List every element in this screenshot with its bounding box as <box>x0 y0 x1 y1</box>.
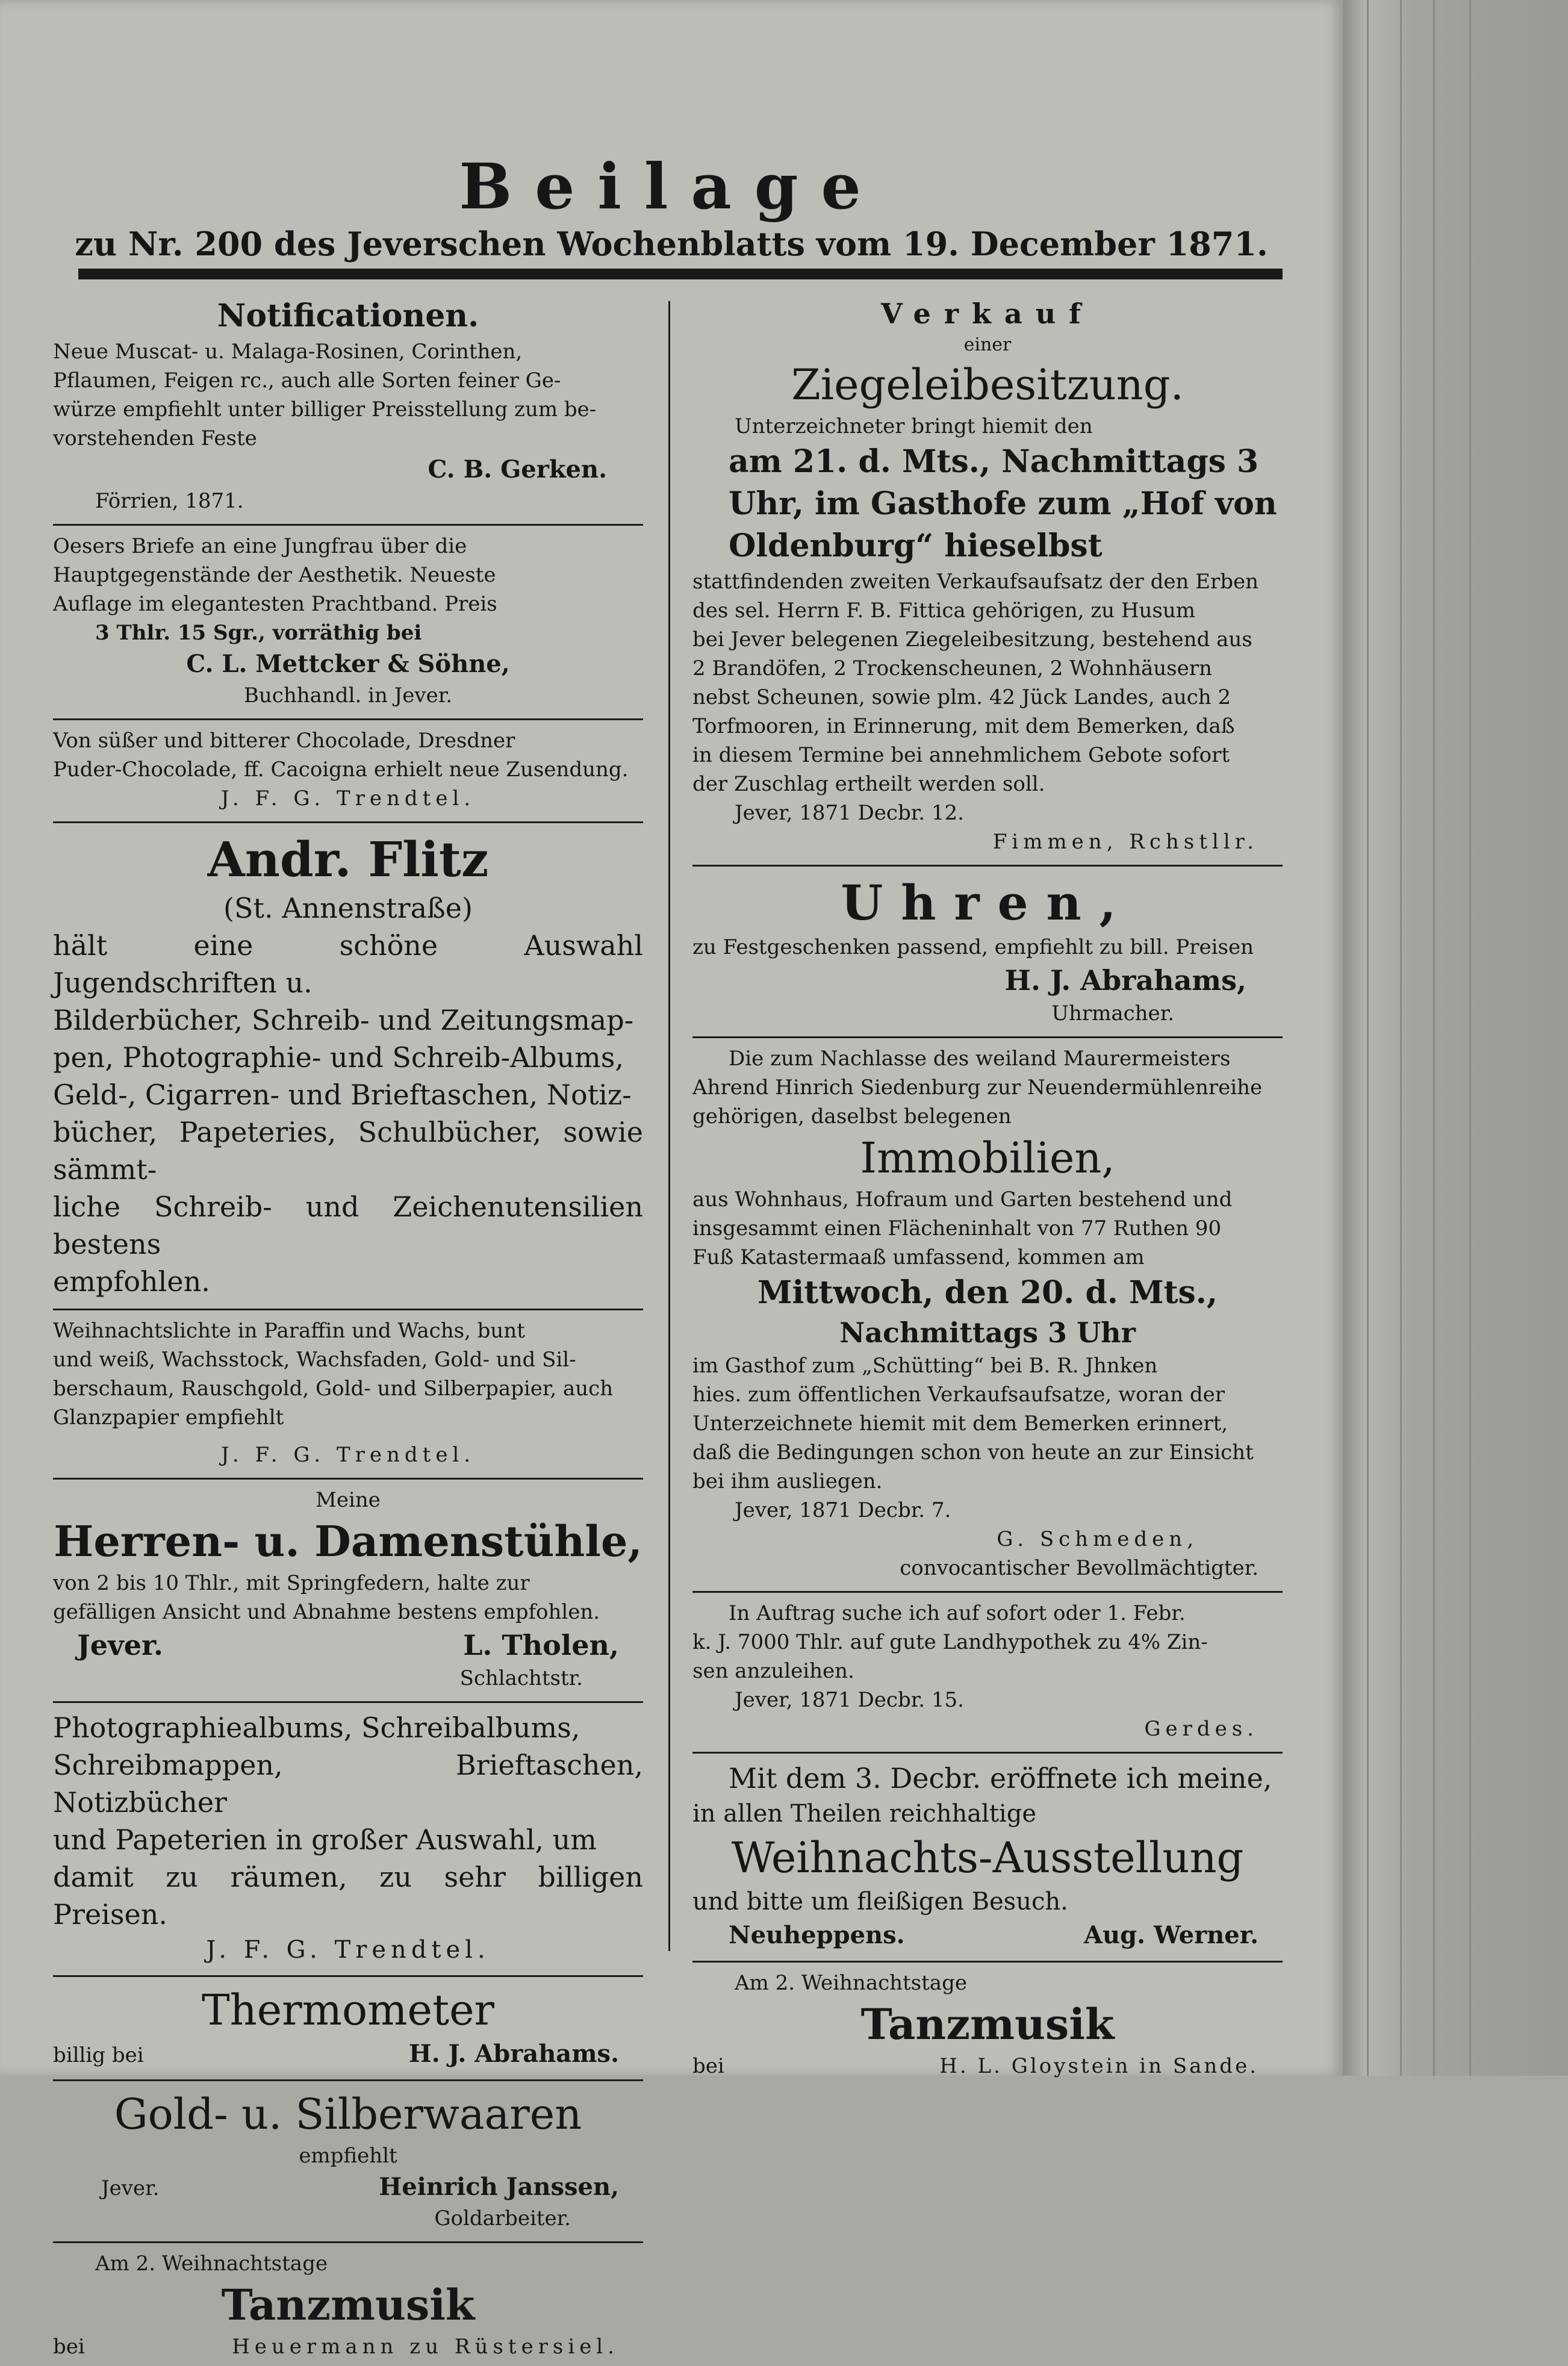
page-edge-line <box>1367 0 1369 2076</box>
ad-signature: G. Schmeden, <box>997 1527 1198 1551</box>
right-column <box>692 293 1283 2085</box>
ad-line: hies. zum öffentlichen Verkaufsaufsatze, woran der <box>692 1383 1225 1407</box>
ad-big-line: Oldenburg“ hieselbst <box>729 528 1103 564</box>
ad-separator <box>53 2241 643 2243</box>
column-rule <box>668 301 670 1951</box>
page-edge-line <box>1433 0 1435 2076</box>
ad-signature: H. J. Abrahams, <box>1004 964 1246 997</box>
ad-line: aus Wohnhaus, Hofraum und Garten bestehend und <box>692 1188 1233 1212</box>
ad-line: bücher, Papeteries, Schulbücher, sowie sämmt- <box>53 1116 643 1186</box>
ad-signature-sub: Goldarbeiter. <box>434 2206 571 2231</box>
ad-signature-row <box>53 2332 643 2361</box>
ad-separator <box>53 1309 643 1310</box>
ad-place: Neuheppens. <box>729 1921 905 1949</box>
ad-title: Verkauf <box>881 297 1094 330</box>
ad-pre: Am 2. Weihnachtstage <box>735 1971 967 1995</box>
ad-separator <box>692 865 1283 867</box>
ad-title: Gold- u. Silberwaaren <box>114 2090 582 2139</box>
ad-signature-sub: Schlachtstr. <box>459 1666 583 1690</box>
ad-tanzmusik-right <box>692 1966 1283 2085</box>
ad-line: stattfindenden zweiten Verkaufsaufsatz der den Erben <box>692 570 1259 594</box>
ad-line: Fuß Katastermaaß umfassend, kommen am <box>692 1245 1145 1269</box>
ad-line: Unterzeichnete hiemit mit dem Bemerken erinnert, <box>692 1412 1228 1436</box>
ad-line: Hauptgegenstände der Aesthetik. Neueste <box>53 563 496 587</box>
supplement-title: Beilage <box>459 149 884 223</box>
ad-line: gehörigen, daselbst belegenen <box>692 1104 1012 1129</box>
ad-stuehle <box>53 1483 643 1698</box>
ad-line: würze empfiehlt unter billiger Preisstellung zum be- <box>53 397 597 422</box>
ad-line: pen, Photographie- und Schreib-Albums, <box>53 1041 624 1074</box>
ad-signature-row <box>692 1919 1283 1952</box>
ad-chocolade <box>53 724 643 818</box>
ad-signature: J. F. G. Trendtel. <box>206 1936 490 1964</box>
ad-separator <box>692 1036 1283 1038</box>
ad-separator <box>53 1975 643 1977</box>
ad-separator <box>53 524 643 526</box>
ad-line: Bilderbücher, Schreib- und Zeitungsmap- <box>53 1004 634 1036</box>
ad-line: Ahrend Hinrich Siedenburg zur Neuendermühlenreihe <box>692 1076 1263 1100</box>
ad-thermometer <box>53 1981 643 2076</box>
ad-title: Tanzmusik <box>860 1999 1115 2049</box>
book-edge <box>1343 0 1568 2076</box>
ad-title: Uhren, <box>841 874 1134 931</box>
ad-line: vorstehenden Feste <box>53 426 257 450</box>
page-edge-line <box>1469 0 1471 2076</box>
ad-signature: Aug. Werner. <box>1084 1921 1258 1949</box>
ad-signature-row <box>53 2170 643 2204</box>
ad-line: bei Jever belegenen Ziegeleibesitzung, bestehend aus <box>692 627 1252 652</box>
ad-title: Tanzmusik <box>221 2280 475 2330</box>
ad-big-line: Uhr, im Gasthofe zum „Hof von <box>729 485 1277 522</box>
ad-uhren <box>692 870 1283 1033</box>
ad-line: Glanzpapier empfiehlt <box>53 1406 284 1430</box>
ad-line: Torfmooren, in Erinnerung, mit dem Bemerken, daß <box>692 714 1235 738</box>
ad-line: k. J. 7000 Thlr. auf gute Landhypothek zu 4% Zin- <box>692 1630 1208 1654</box>
ad-place: Jever. <box>101 2176 160 2200</box>
ad-line: daß die Bedingungen schon von heute an zur Einsicht <box>692 1440 1254 1465</box>
ad-line: in allen Theilen reichhaltige <box>692 1800 1036 1828</box>
ad-signature: Heinrich Janssen, <box>379 2173 619 2201</box>
ad-signature-sub: Buchhandl. in Jever. <box>243 683 453 708</box>
ad-mid: empfiehlt <box>299 2144 397 2168</box>
ad-line: liche Schreib- und Zeichenutensilien bestens <box>53 1191 643 1260</box>
ad-line: Puder-Chocolade, ff. Cacoigna erhielt neue Zusendung. <box>53 758 629 782</box>
ad-separator <box>53 1701 643 1703</box>
ad-separator <box>692 1752 1283 1754</box>
ad-signature: C. L. Mettcker & Söhne, <box>186 650 510 678</box>
ad-signature: J. F. G. Trendtel. <box>220 1443 476 1467</box>
ad-line: damit zu räumen, zu sehr billigen Preisen. <box>53 1861 643 1931</box>
ad-weihnachtsausstellung <box>692 1757 1283 1957</box>
ad-place: Jever. <box>77 1629 164 1661</box>
ad-separator <box>53 821 643 823</box>
ad-line: hält eine schöne Auswahl Jugendschriften u. <box>53 929 643 999</box>
ad-line: bei ihm ausliegen. <box>692 1469 883 1493</box>
ad-pre: Am 2. Weihnachtstage <box>95 2252 328 2276</box>
ad-line: 2 Brandöfen, 2 Trockenscheunen, 2 Wohnhäusern <box>692 656 1212 680</box>
ad-place: Förrien, 1871. <box>95 489 244 513</box>
ad-object: Ziegeleibesitzung. <box>791 360 1184 409</box>
ad-line: Mit dem 3. Decbr. eröffnete ich meine, <box>729 1762 1272 1795</box>
ad-line: der Zuschlag ertheilt werden soll. <box>692 772 1045 796</box>
ad-signature: Heuermann zu Rüstersiel. <box>232 2335 619 2359</box>
ad-big-line: Nachmittags 3 Uhr <box>839 1316 1136 1349</box>
ad-line: sen anzuleihen. <box>692 1659 854 1683</box>
ad-oeser <box>53 529 643 715</box>
ad-line: zu Festgeschenken passend, empfiehlt zu bill. Preisen <box>692 935 1254 959</box>
ad-date: Jever, 1871 Decbr. 7. <box>735 1498 951 1522</box>
ad-signature: Gerdes. <box>1144 1717 1258 1741</box>
ad-title: Herren- u. Damenstühle, <box>54 1516 642 1566</box>
ad-notifications <box>53 293 643 520</box>
ad-separator <box>53 2079 643 2081</box>
ad-line: Weihnachtslichte in Paraffin und Wachs, bunt <box>53 1319 525 1343</box>
ad-signature: H. L. Gloystein in Sande. <box>939 2054 1258 2078</box>
ad-line: und weiß, Wachsstock, Wachsfaden, Gold- und Sil- <box>53 1348 576 1372</box>
ad-subtitle: (St. Annenstraße) <box>223 892 473 924</box>
ad-big-line: am 21. d. Mts., Nachmittags 3 <box>729 443 1259 480</box>
ad-big-line: Mittwoch, den 20. d. Mts., <box>757 1274 1218 1311</box>
ad-flitz <box>53 827 643 1305</box>
ad-signature: C. B. Gerken. <box>428 455 607 484</box>
ad-line: Neue Muscat- u. Malaga-Rosinen, Corinthen, <box>53 340 523 364</box>
ad-line: Photographiealbums, Schreibalbums, <box>53 1711 580 1744</box>
ad-line: im Gasthof zum „Schütting“ bei B. R. Jhnken <box>692 1354 1158 1378</box>
ad-signature-sub: convocantischer Bevollmächtigter. <box>900 1556 1258 1580</box>
ad-intro: Unterzeichneter bringt hiemit den <box>735 414 1093 438</box>
ad-line: Von süßer und bitterer Chocolade, Dresdner <box>53 729 515 753</box>
ad-signature: H. J. Abrahams. <box>408 2040 619 2068</box>
ad-line: nebst Scheunen, sowie plm. 42 Jück Landes, auch 2 <box>692 685 1231 709</box>
page-edge-line <box>1400 0 1402 2076</box>
ad-line: empfohlen. <box>53 1265 210 1298</box>
ad-date: Jever, 1871 Decbr. 12. <box>735 801 964 825</box>
ad-pre: einer <box>963 334 1012 355</box>
ad-weihnachtslichte <box>53 1314 643 1474</box>
ad-pre: billig bei <box>53 2043 144 2067</box>
ad-separator <box>692 1591 1283 1593</box>
ad-separator <box>53 718 643 720</box>
ad-line: gefälligen Ansicht und Abnahme bestens empfohlen. <box>53 1600 600 1624</box>
ad-photoalbums <box>53 1707 643 1972</box>
ad-line: Oesers Briefe an eine Jungfrau über die <box>53 534 467 558</box>
ad-line: berschaum, Rauschgold, Gold- und Silberpapier, auch <box>53 1377 614 1401</box>
ad-date: Jever, 1871 Decbr. 15. <box>735 1688 964 1712</box>
ad-line: und bitte um fleißigen Besuch. <box>692 1888 1068 1916</box>
ad-pre: bei <box>53 2335 85 2359</box>
ad-signature: J. F. G. Trendtel. <box>220 786 476 811</box>
ad-price: 3 Thlr. 15 Sgr., vorräthig bei <box>95 621 422 645</box>
ad-line: Pflaumen, Feigen rc., auch alle Sorten feiner Ge- <box>53 369 561 393</box>
ad-line: Auflage im elegantesten Prachtband. Preis <box>53 592 497 616</box>
ad-line: in diesem Termine bei annehmlichem Gebote sofort <box>692 743 1230 767</box>
ad-line: In Auftrag suche ich auf sofort oder 1. Febr. <box>729 1601 1186 1625</box>
ad-line: des sel. Herrn F. B. Fittica gehörigen, zu Husum <box>692 599 1196 623</box>
ad-separator <box>692 1961 1283 1963</box>
ad-title: Immobilien, <box>860 1133 1115 1183</box>
ad-separator <box>53 1478 643 1480</box>
ad-verkauf <box>692 293 1283 861</box>
ad-immobilien <box>692 1042 1283 1587</box>
ad-pre: Meine <box>316 1488 381 1512</box>
ad-signature-row <box>692 2052 1283 2081</box>
ad-line: Schreibmappen, Brieftaschen, Notizbücher <box>53 1749 643 1819</box>
ad-title: Andr. Flitz <box>207 831 489 888</box>
ad-signature: L. Tholen, <box>463 1629 619 1661</box>
ad-title: Weihnachts-Ausstellung <box>731 1833 1244 1882</box>
ad-tanzmusik-left <box>53 2247 643 2366</box>
ad-line: von 2 bis 10 Thlr., mit Springfedern, halte zur <box>53 1571 530 1595</box>
ad-signature-row <box>53 1627 643 1664</box>
ad-auftrag <box>692 1596 1283 1748</box>
left-column <box>53 293 643 2366</box>
ad-title: Thermometer <box>201 1985 494 2035</box>
ad-signature-sub: Uhrmacher. <box>1051 1001 1174 1026</box>
notifications-heading: Notificationen. <box>217 297 479 334</box>
ad-line: und Papeterien in großer Auswahl, um <box>53 1823 597 1856</box>
ad-line: Die zum Nachlasse des weiland Maurermeisters <box>729 1047 1231 1071</box>
ad-line: insgesammt einen Flächeninhalt von 77 Ruthen 90 <box>692 1216 1222 1241</box>
ad-pre: bei <box>692 2054 724 2078</box>
ad-signature: Fimmen, Rchstllr. <box>992 830 1258 854</box>
header-rule <box>78 269 1283 279</box>
ad-goldwaaren <box>53 2085 643 2238</box>
supplement-subtitle: zu Nr. 200 des Jeverschen Wochenblatts vom 19. December 1871. <box>75 225 1268 263</box>
ad-line: Geld-, Cigarren- und Brieftaschen, Notiz- <box>53 1079 632 1111</box>
ad-signature-row <box>53 2037 643 2071</box>
